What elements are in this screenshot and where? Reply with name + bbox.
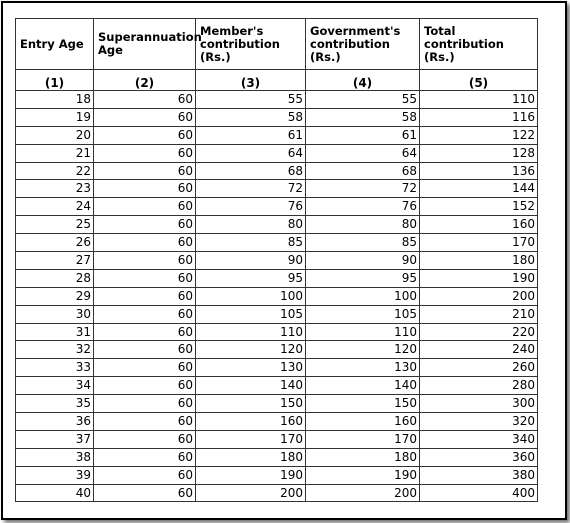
- cell-member-contribution: 110: [196, 323, 306, 341]
- cell-entry-age: 21: [16, 144, 94, 162]
- column-number: (2): [94, 70, 196, 91]
- table-row: [16, 162, 538, 180]
- cell-entry-age: 40: [16, 484, 94, 502]
- column-number: (1): [16, 70, 94, 91]
- cell-entry-age: 29: [16, 287, 94, 305]
- cell-entry-age: 33: [16, 359, 94, 377]
- cell-total-contribution: 136: [420, 162, 538, 180]
- cell-total-contribution: 200: [420, 287, 538, 305]
- cell-superannuation-age: 60: [94, 430, 196, 448]
- table-row: [16, 91, 538, 109]
- cell-member-contribution: 72: [196, 180, 306, 198]
- table-row: [16, 466, 538, 484]
- cell-government-contribution: 58: [306, 108, 420, 126]
- header-superannuation-age: Superannuation Age: [94, 19, 196, 70]
- cell-member-contribution: 55: [196, 91, 306, 109]
- cell-member-contribution: 100: [196, 287, 306, 305]
- cell-superannuation-age: 60: [94, 91, 196, 109]
- table-row: [16, 234, 538, 252]
- cell-member-contribution: 90: [196, 252, 306, 270]
- cell-total-contribution: 122: [420, 126, 538, 144]
- table-row: [16, 305, 538, 323]
- cell-member-contribution: 68: [196, 162, 306, 180]
- table-row: [16, 180, 538, 198]
- cell-government-contribution: 190: [306, 466, 420, 484]
- cell-total-contribution: 280: [420, 377, 538, 395]
- table-row: [16, 287, 538, 305]
- cell-government-contribution: 80: [306, 216, 420, 234]
- cell-government-contribution: 90: [306, 252, 420, 270]
- cell-entry-age: 27: [16, 252, 94, 270]
- cell-superannuation-age: 60: [94, 144, 196, 162]
- cell-member-contribution: 120: [196, 341, 306, 359]
- column-number: (3): [196, 70, 306, 91]
- cell-member-contribution: 105: [196, 305, 306, 323]
- cell-government-contribution: 140: [306, 377, 420, 395]
- cell-member-contribution: 140: [196, 377, 306, 395]
- table-row: [16, 126, 538, 144]
- header-government-contribution: Government's contribution (Rs.): [306, 19, 420, 70]
- cell-total-contribution: 300: [420, 395, 538, 413]
- table-row: [16, 484, 538, 502]
- cell-entry-age: 36: [16, 413, 94, 431]
- table-row: [16, 395, 538, 413]
- table-row: [16, 448, 538, 466]
- cell-government-contribution: 110: [306, 323, 420, 341]
- cell-entry-age: 37: [16, 430, 94, 448]
- cell-entry-age: 30: [16, 305, 94, 323]
- table-body: [16, 91, 538, 502]
- table-row: [16, 323, 538, 341]
- cell-member-contribution: 76: [196, 198, 306, 216]
- cell-government-contribution: 180: [306, 448, 420, 466]
- cell-member-contribution: 80: [196, 216, 306, 234]
- cell-total-contribution: 160: [420, 216, 538, 234]
- table-row: [16, 144, 538, 162]
- cell-superannuation-age: 60: [94, 413, 196, 431]
- table-row: [16, 377, 538, 395]
- cell-total-contribution: 220: [420, 323, 538, 341]
- cell-member-contribution: 95: [196, 269, 306, 287]
- table-row: [16, 341, 538, 359]
- cell-entry-age: 19: [16, 108, 94, 126]
- cell-government-contribution: 85: [306, 234, 420, 252]
- table-row: [16, 216, 538, 234]
- cell-entry-age: 32: [16, 341, 94, 359]
- cell-superannuation-age: 60: [94, 269, 196, 287]
- column-number: (4): [306, 70, 420, 91]
- table-row: [16, 430, 538, 448]
- cell-entry-age: 38: [16, 448, 94, 466]
- cell-total-contribution: 170: [420, 234, 538, 252]
- cell-government-contribution: 95: [306, 269, 420, 287]
- cell-government-contribution: 200: [306, 484, 420, 502]
- cell-member-contribution: 190: [196, 466, 306, 484]
- cell-superannuation-age: 60: [94, 108, 196, 126]
- cell-entry-age: 35: [16, 395, 94, 413]
- header-member-contribution: Member's contribution (Rs.): [196, 19, 306, 70]
- cell-total-contribution: 190: [420, 269, 538, 287]
- cell-superannuation-age: 60: [94, 162, 196, 180]
- cell-entry-age: 28: [16, 269, 94, 287]
- cell-government-contribution: 64: [306, 144, 420, 162]
- cell-superannuation-age: 60: [94, 287, 196, 305]
- table-row: [16, 252, 538, 270]
- cell-member-contribution: 180: [196, 448, 306, 466]
- cell-member-contribution: 150: [196, 395, 306, 413]
- cell-entry-age: 26: [16, 234, 94, 252]
- header-row: [16, 19, 538, 70]
- cell-total-contribution: 110: [420, 91, 538, 109]
- cell-member-contribution: 58: [196, 108, 306, 126]
- cell-superannuation-age: 60: [94, 323, 196, 341]
- header-total-contribution: Total contribution (Rs.): [420, 19, 538, 70]
- cell-total-contribution: 360: [420, 448, 538, 466]
- cell-total-contribution: 260: [420, 359, 538, 377]
- cell-total-contribution: 240: [420, 341, 538, 359]
- cell-total-contribution: 128: [420, 144, 538, 162]
- cell-government-contribution: 76: [306, 198, 420, 216]
- cell-total-contribution: 210: [420, 305, 538, 323]
- cell-government-contribution: 100: [306, 287, 420, 305]
- table-row: [16, 413, 538, 431]
- cell-entry-age: 23: [16, 180, 94, 198]
- cell-superannuation-age: 60: [94, 395, 196, 413]
- cell-government-contribution: 170: [306, 430, 420, 448]
- cell-entry-age: 39: [16, 466, 94, 484]
- cell-entry-age: 18: [16, 91, 94, 109]
- cell-superannuation-age: 60: [94, 377, 196, 395]
- cell-total-contribution: 144: [420, 180, 538, 198]
- cell-government-contribution: 130: [306, 359, 420, 377]
- cell-member-contribution: 160: [196, 413, 306, 431]
- cell-total-contribution: 180: [420, 252, 538, 270]
- cell-superannuation-age: 60: [94, 234, 196, 252]
- cell-entry-age: 25: [16, 216, 94, 234]
- cell-superannuation-age: 60: [94, 341, 196, 359]
- cell-member-contribution: 64: [196, 144, 306, 162]
- table-row: [16, 198, 538, 216]
- column-number-row: [16, 70, 538, 91]
- cell-entry-age: 22: [16, 162, 94, 180]
- cell-superannuation-age: 60: [94, 180, 196, 198]
- cell-total-contribution: 152: [420, 198, 538, 216]
- cell-superannuation-age: 60: [94, 466, 196, 484]
- cell-government-contribution: 72: [306, 180, 420, 198]
- cell-superannuation-age: 60: [94, 216, 196, 234]
- cell-government-contribution: 61: [306, 126, 420, 144]
- cell-member-contribution: 200: [196, 484, 306, 502]
- cell-government-contribution: 160: [306, 413, 420, 431]
- cell-member-contribution: 61: [196, 126, 306, 144]
- cell-entry-age: 24: [16, 198, 94, 216]
- table-row: [16, 108, 538, 126]
- column-number: (5): [420, 70, 538, 91]
- cell-superannuation-age: 60: [94, 359, 196, 377]
- cell-member-contribution: 85: [196, 234, 306, 252]
- cell-total-contribution: 320: [420, 413, 538, 431]
- cell-superannuation-age: 60: [94, 448, 196, 466]
- table-row: [16, 359, 538, 377]
- cell-government-contribution: 150: [306, 395, 420, 413]
- cell-government-contribution: 55: [306, 91, 420, 109]
- contribution-table: [15, 18, 538, 502]
- cell-government-contribution: 120: [306, 341, 420, 359]
- document-frame: [1, 1, 567, 520]
- cell-total-contribution: 340: [420, 430, 538, 448]
- cell-total-contribution: 380: [420, 466, 538, 484]
- cell-government-contribution: 68: [306, 162, 420, 180]
- cell-superannuation-age: 60: [94, 126, 196, 144]
- cell-entry-age: 34: [16, 377, 94, 395]
- cell-superannuation-age: 60: [94, 252, 196, 270]
- cell-total-contribution: 400: [420, 484, 538, 502]
- cell-member-contribution: 130: [196, 359, 306, 377]
- cell-entry-age: 31: [16, 323, 94, 341]
- cell-superannuation-age: 60: [94, 305, 196, 323]
- cell-entry-age: 20: [16, 126, 94, 144]
- cell-total-contribution: 116: [420, 108, 538, 126]
- cell-superannuation-age: 60: [94, 484, 196, 502]
- table-row: [16, 269, 538, 287]
- cell-member-contribution: 170: [196, 430, 306, 448]
- header-entry-age: Entry Age: [16, 19, 94, 70]
- cell-superannuation-age: 60: [94, 198, 196, 216]
- cell-government-contribution: 105: [306, 305, 420, 323]
